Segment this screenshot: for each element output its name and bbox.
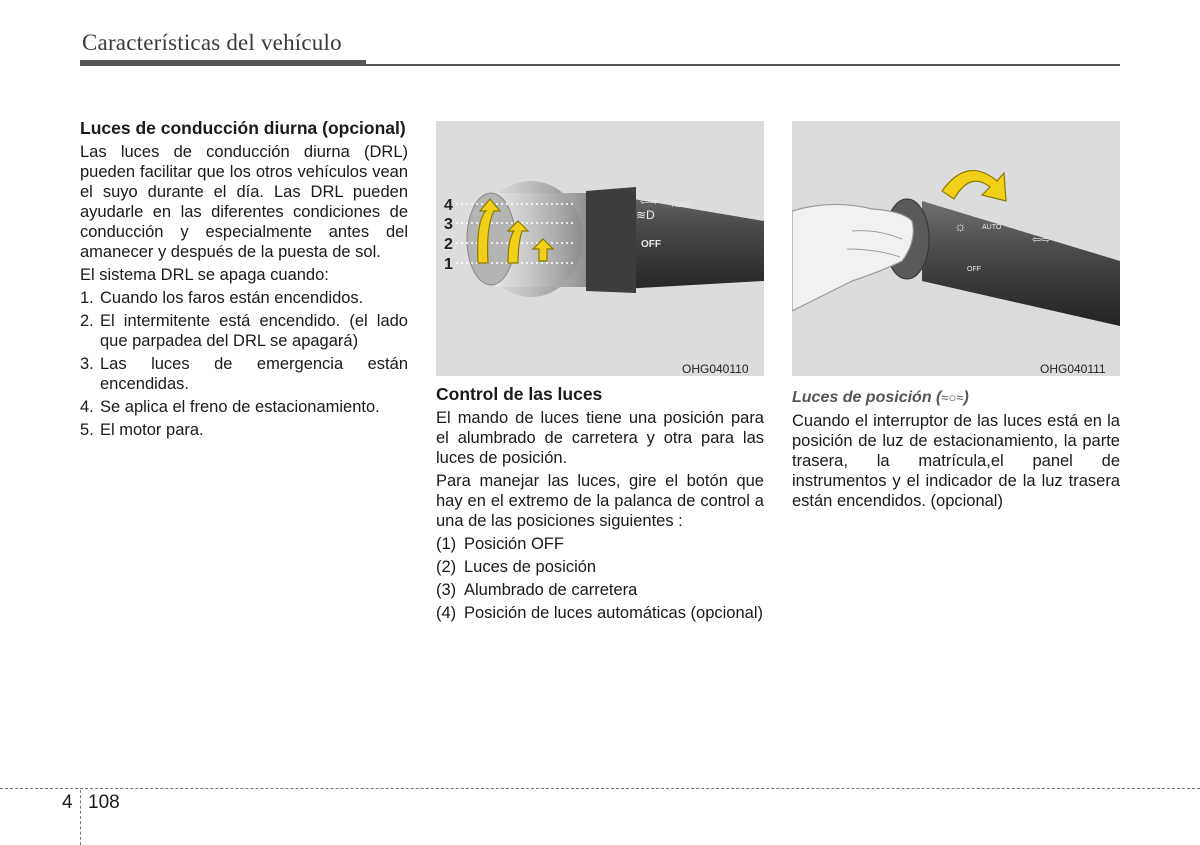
footer-rule [0,788,1200,789]
left-column [80,118,408,443]
light-positions-list [436,534,764,623]
item-number: 4. [80,398,94,416]
position-lights-text: Cuando el interruptor de las luces está en la posición de luz de estacionamiento, la parte trasera, la matrícula,el panel de instrumentos y el indicador de la luz trasera están encendidos. (opcional) [792,412,1120,510]
lever-shaft [922,201,1120,326]
fog-light-icon: ≋D [636,208,655,222]
position-light-icon: ≈○≈ [941,390,964,405]
figure-code: OHG040111 [1040,362,1106,376]
position-numbers [444,197,453,273]
hand-turning-knob-illustration [792,121,1120,376]
light-control-heading: Control de las luces [436,384,603,404]
turn-signal-icon: ⇦⇨ [640,196,659,208]
list-item [80,311,408,351]
list-item [80,354,408,394]
section-number: 4 [62,792,73,813]
light-control-p2: Para manejar las luces, gire el botón que hay en el extremo de la palanca de control a una de las posiciones siguientes : [436,472,764,530]
position-number-4: 4 [444,197,453,214]
light-control-p1: El mando de luces tiene una posición para el alumbrado de carretera y otra para las luces de posición. [436,409,764,467]
headlight-icon: ☼ [954,218,967,234]
rotation-arrow [942,171,1006,201]
position-number-2: 2 [444,236,453,253]
subheading-close: ) [963,389,969,406]
item-number: 1. [80,289,94,307]
list-item [80,288,408,308]
turn-signal-icon: ⇦⇨ [1032,234,1051,246]
drl-heading: Luces de conducción diurna (opcional) [80,118,406,138]
item-text: Alumbrado de carretera [464,581,638,599]
item-number: (2) [436,558,457,576]
hand [792,204,913,311]
page-number: 108 [88,792,120,813]
auto-label: AUTO [672,202,692,209]
header-rule-thick [80,60,366,66]
item-text: Luces de posición [464,558,597,576]
item-text: El motor para. [100,421,204,439]
list-item [436,603,764,623]
off-label: OFF [967,266,981,273]
drl-off-list [80,288,408,440]
item-text: El intermitente está encendido. (el lado que parpadea del DRL se apagará) [100,312,408,350]
drl-off-intro: El sistema DRL se apaga cuando: [80,266,329,284]
off-label: OFF [641,239,661,250]
light-lever-illustration [436,121,764,376]
position-number-1: 1 [444,256,453,273]
item-text: Se aplica el freno de estacionamiento. [100,398,380,416]
item-text: Las luces de emergencia están encendidas. [100,355,408,393]
auto-label: AUTO [982,224,1002,231]
list-item [80,397,408,417]
list-item [436,557,764,577]
item-number: 2. [80,312,94,330]
figure-code: OHG040110 [682,362,749,376]
footer-divider [80,790,81,845]
item-number: (3) [436,581,457,599]
section-title: Características del vehículo [82,30,342,55]
list-item [436,534,764,554]
position-lights-figure [792,121,1120,376]
light-switch-positions-figure [436,121,764,376]
right-column [792,388,1120,514]
item-number: (1) [436,535,457,553]
header-rule-thin [366,64,1120,66]
item-text: Posición OFF [464,535,564,553]
item-number: (4) [436,604,457,622]
item-text: Cuando los faros están encendidos. [100,289,364,307]
position-lights-subheading [792,388,1120,408]
list-item [80,420,408,440]
position-number-3: 3 [444,216,453,233]
list-item [436,580,764,600]
item-number: 3. [80,355,94,373]
subheading-text: Luces de posición ( [792,389,942,406]
item-text: Posición de luces automáticas (opcional) [464,604,763,622]
item-number: 5. [80,421,94,439]
middle-column [436,384,764,626]
drl-intro: Las luces de conducción diurna (DRL) pueden facilitar que los otros vehículos vean el suyo durante el día. Las DRL pueden ayudarle en las diferentes condiciones de conducción y especialmente antes del amanecer y después de la puesta de sol. [80,143,408,261]
